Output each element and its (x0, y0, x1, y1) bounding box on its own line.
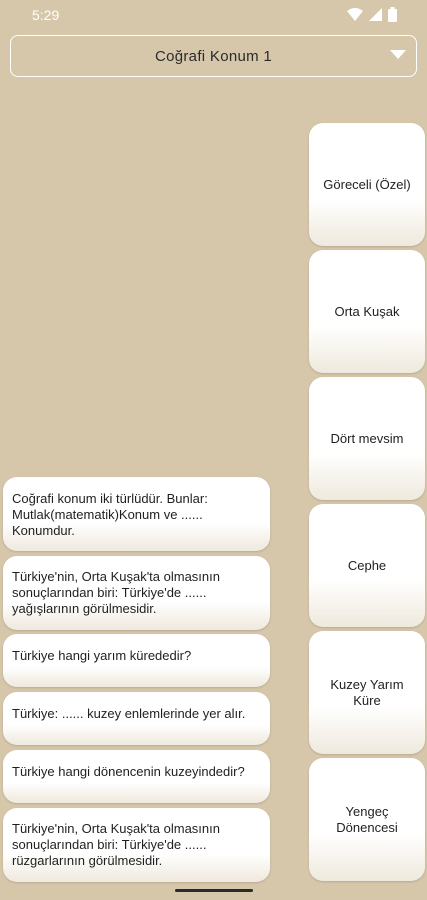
answer-card[interactable] (309, 504, 425, 627)
signal-icon (369, 8, 382, 21)
question-text: Türkiye: ...... kuzey enlemlerinde yer alır. (12, 706, 246, 721)
battery-icon (388, 7, 397, 22)
question-text: Coğrafi konum iki türlüdür. Bunlar: Mutlak(matematik)Konum ve ...... Konumdur. (12, 491, 208, 538)
answer-text: Yengeç Dönencesi (336, 803, 398, 835)
home-indicator[interactable] (175, 889, 253, 892)
status-icons (347, 7, 397, 22)
wifi-icon (347, 8, 363, 21)
answer-text: Kuzey Yarım Küre (330, 676, 404, 708)
question-card[interactable] (3, 692, 270, 745)
topic-dropdown[interactable] (10, 35, 417, 77)
question-card[interactable] (3, 477, 270, 551)
question-text: Türkiye hangi yarım kürededir? (12, 648, 192, 663)
dropdown-selected-value: Coğrafi Konum 1 (154, 48, 273, 65)
answer-text: Orta Kuşak (334, 303, 400, 319)
question-text: Türkiye hangi dönencenin kuzeyindedir? (12, 764, 245, 779)
answer-card[interactable] (309, 377, 425, 500)
question-text: Türkiye'nin, Orta Kuşak'ta olmasının sonuçlarından biri: Türkiye'de ...... yağışlarının görülmesidir. (12, 569, 220, 616)
answer-card[interactable] (309, 123, 425, 246)
answer-card[interactable] (309, 250, 425, 373)
answer-card[interactable] (309, 758, 425, 881)
question-card[interactable] (3, 556, 270, 630)
answer-card[interactable] (309, 631, 425, 754)
answer-text: Dört mevsim (330, 430, 404, 446)
answer-text: Cephe (347, 557, 387, 573)
question-card[interactable] (3, 634, 270, 687)
question-card[interactable] (3, 750, 270, 803)
question-card[interactable] (3, 808, 270, 882)
question-text: Türkiye'nin, Orta Kuşak'ta olmasının sonuçlarından biri: Türkiye'de ...... rüzgarlarının görülmesidir. (12, 821, 220, 868)
status-bar (0, 0, 427, 30)
status-time: 5:29 (32, 7, 60, 23)
answer-text: Göreceli (Özel) (323, 176, 411, 192)
dropdown-arrow-icon (390, 50, 406, 60)
